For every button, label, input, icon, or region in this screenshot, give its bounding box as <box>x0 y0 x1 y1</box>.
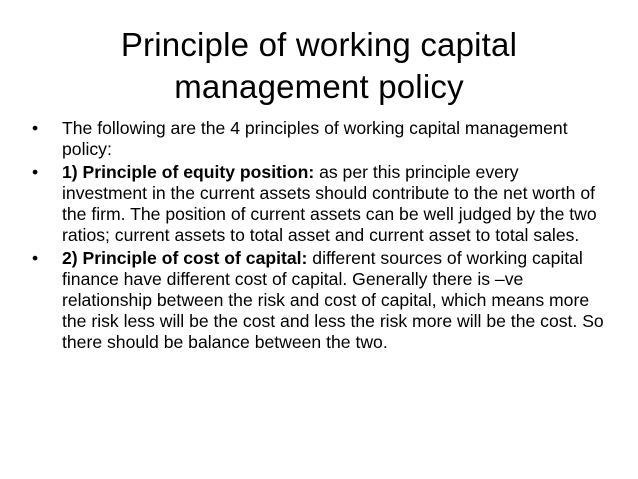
bullet-text: The following are the 4 principles of working capital management policy: <box>62 118 568 159</box>
slide-title-line-1: Principle of working capital <box>120 26 518 63</box>
bullet-list <box>32 118 604 355</box>
bullet-marker: • <box>32 118 39 138</box>
bullet-item-intro <box>32 118 604 160</box>
bullet-item-cost-of-capital <box>32 248 604 353</box>
bullet-heading: 1) Principle of equity position: <box>62 162 315 182</box>
slide-title <box>40 24 598 108</box>
slide-title-line-2: management policy <box>174 68 464 105</box>
bullet-item-equity-position <box>32 162 604 246</box>
bullet-text: as per this principle every investment in the current assets should contribute to the net worth of the firm. The position of current assets can be well judged by the two ratios; current assets to total asset and current asset to total sales. <box>62 162 597 245</box>
bullet-text: different sources of working capital finance have different cost of capital. Generally there is –ve relationship between the risk and cost of capital, which means more the risk less will be the cost and less the risk more will be the cost. So there should be balance between the two. <box>62 248 604 352</box>
bullet-marker: • <box>32 248 39 268</box>
bullet-heading: 2) Principle of cost of capital: <box>62 248 308 268</box>
bullet-marker: • <box>32 162 39 182</box>
